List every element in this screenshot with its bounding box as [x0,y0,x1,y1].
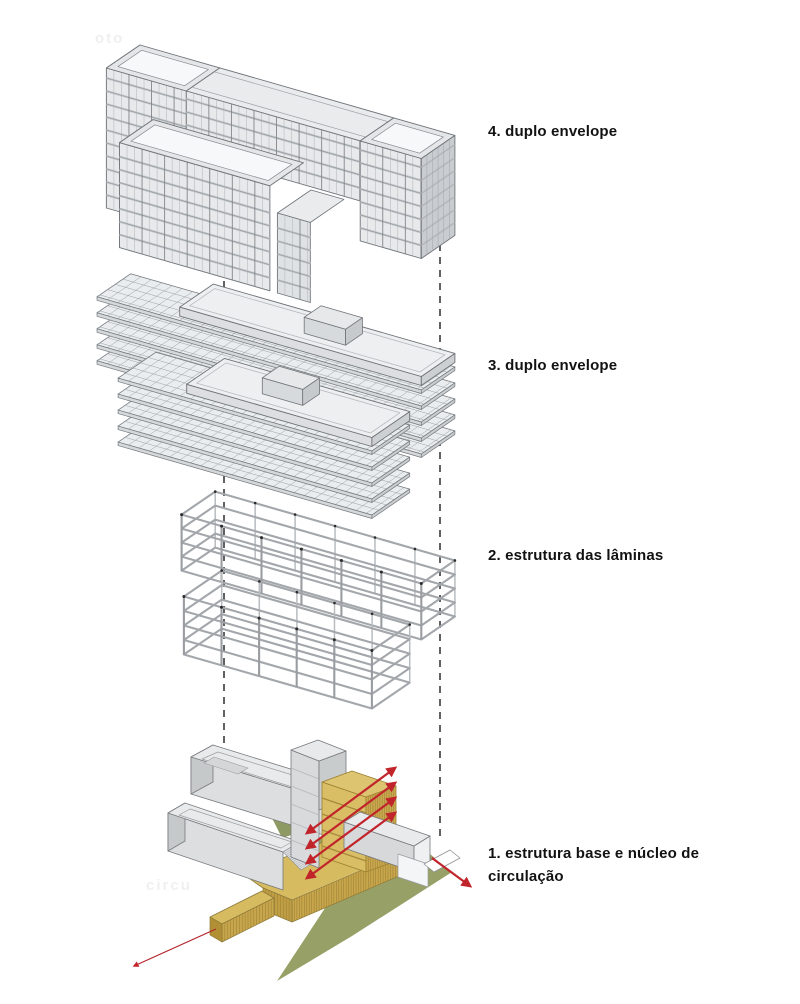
layer-4-duplo-envelope-mesh [106,45,455,303]
layer-2-estrutura-das-laminas-frame [180,490,456,708]
layer-3-duplo-envelope-louvers [97,274,455,519]
ghost-text-artifact: oto [95,30,125,47]
flow-arrow-pier [134,929,216,966]
layer-1-estrutura-base [168,740,460,981]
ghost-text-artifact: circu [146,877,192,894]
label-2-estrutura-das-laminas: 2. estrutura das lâminas [488,547,664,564]
label-4-duplo-envelope: 4. duplo envelope [488,123,618,140]
label-3-duplo-envelope: 3. duplo envelope [488,357,618,374]
label-1-line-1: 1. estrutura base e núcleo de [488,845,700,862]
label-1-line-2: circulação [488,868,564,885]
label-1-estrutura-base-nucleo [488,842,699,888]
